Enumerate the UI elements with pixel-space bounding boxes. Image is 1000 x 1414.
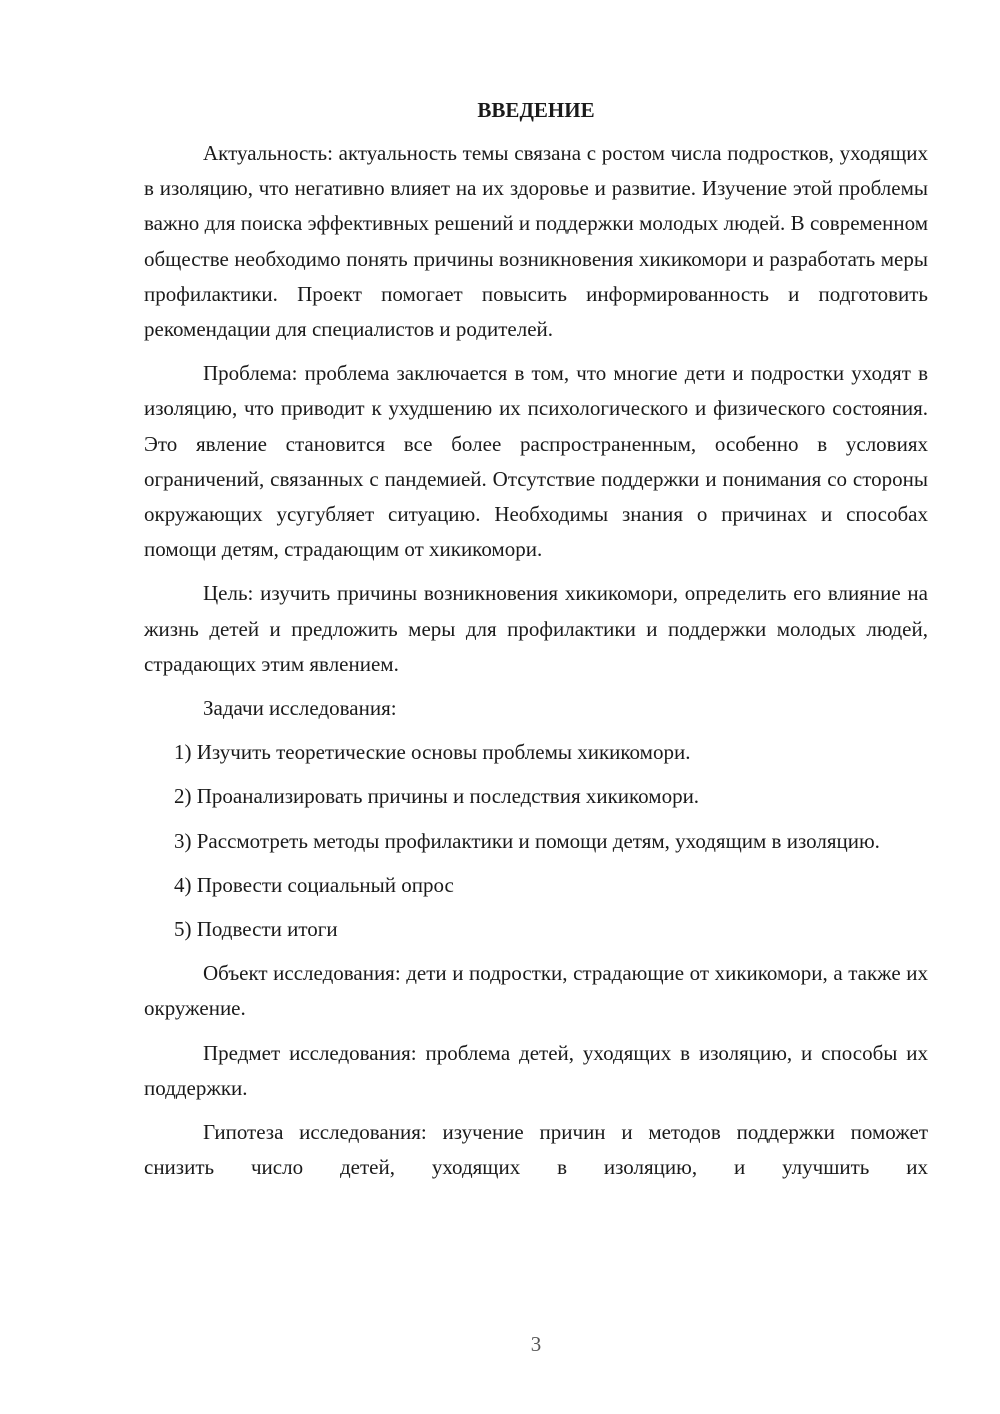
paragraph-subject: Предмет исследования: проблема детей, уходящих в изоляцию, и способы их поддержки. [144,1040,928,1100]
paragraph-object: Объект исследования: дети и подростки, страдающие от хикикомори, а также их окружение. [144,961,928,1021]
task-item-4: 4) Провести социальный опрос [174,872,454,897]
tasks-title: Задачи исследования: [203,696,397,721]
task-item-3: 3) Рассмотреть методы профилактики и помощи детям, уходящим в изоляцию. [174,828,880,853]
task-item-2: 2) Проанализировать причины и последствия хикикомори. [174,784,700,809]
paragraph-relevance: Актуальность: актуальность темы связана с ростом числа подростков, уходящих в изоляцию, что негативно влияет на их здоровье и развитие. Изучение этой проблемы важно для поиска эффективных решений и поддержки молодых людей. В современном обществе необходимо понять причины возникновения хикикомори и разработать меры профилактики. Проект помогает повысить информированность и подготовить рекомендации для специалистов и родителей. [144,141,928,342]
task-item-5: 5) Подвести итоги [174,917,338,942]
task-item-1: 1) Изучить теоретические основы проблемы хикикомори. [174,740,691,765]
page-number: 3 [530,1332,542,1356]
document-page [144,94,928,1194]
paragraph-hypothesis: Гипотеза исследования: изучение причин и методов поддержки поможет снизить число детей, уходящих в изоляцию, и улучшить их [144,1120,928,1180]
paragraph-goal: Цель: изучить причины возникновения хикикомори, определить его влияние на жизнь детей и предложить меры для профилактики и поддержки молодых людей, страдающих этим явлением. [144,581,928,676]
section-heading: ВВЕДЕНИЕ [477,98,595,122]
paragraph-problem: Проблема: проблема заключается в том, что многие дети и подростки уходят в изоляцию, что приводит к ухудшению их психологического и физического состояния. Это явление становится все более распространенным, особенно в условиях ограничений, связанных с пандемией. Отсутствие поддержки и понимания со стороны окружающих усугубляет ситуацию. Необходимы знания о причинах и способах помощи детям, страдающим от хикикомори. [144,361,928,562]
